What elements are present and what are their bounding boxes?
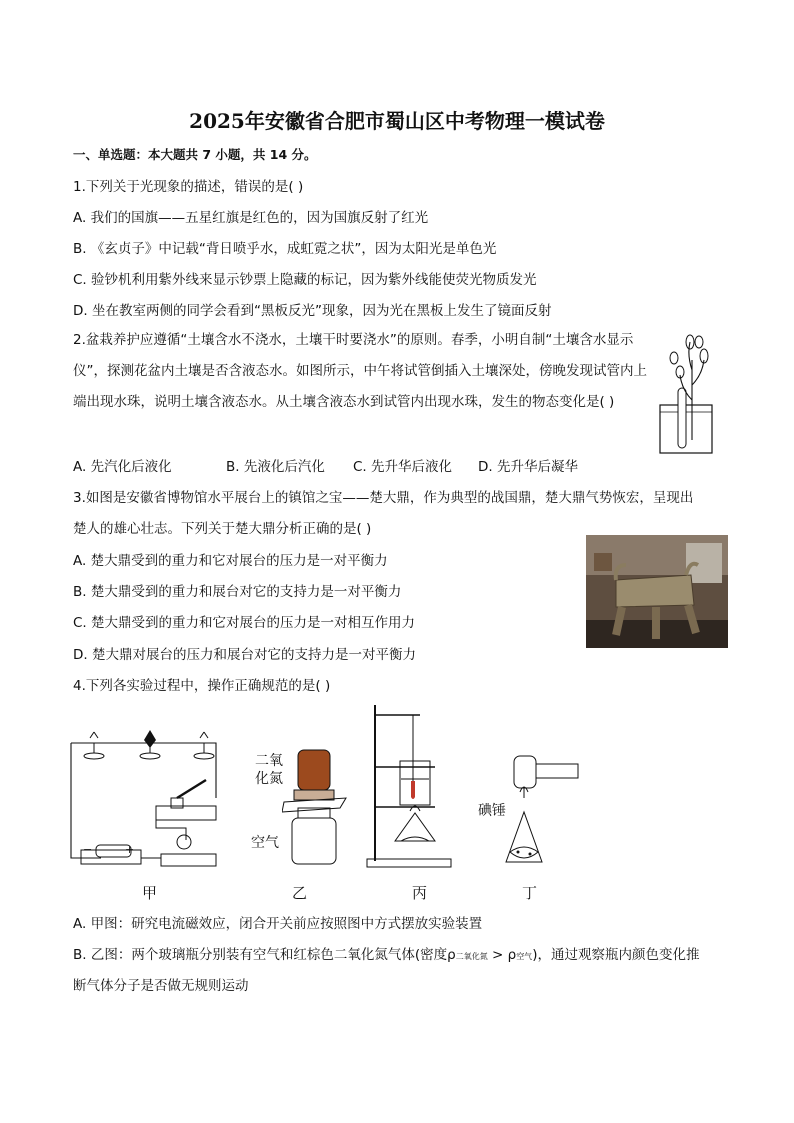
air-label: 空气 [251, 835, 279, 851]
caption-jia: 甲 [142, 884, 158, 902]
q4-option-b-part1: B. 乙图：两个玻璃瓶分别装有空气和红棕色二氧化氮气体(密度 [73, 947, 448, 963]
plant-pot-figure [652, 330, 720, 456]
no2-label-line1: 二氧 [255, 753, 283, 769]
figure-ding-iodine [496, 752, 582, 872]
q2-option-c: C. 先升华后液化 [353, 459, 453, 475]
section-heading: 一、单选题：本大题共 7 小题，共 14 分。 [73, 147, 317, 162]
figure-yi-bottles [282, 748, 348, 866]
page-title: 2025年安徽省合肥市蜀山区中考物理一模试卷 [189, 109, 605, 133]
sub-no2: 二氧化氮 [455, 952, 488, 961]
q3-option-d: D. 楚大鼎对展台的压力和展台对它的支持力是一对平衡力 [73, 647, 416, 663]
q1-option-b: B. 《玄贞子》中记载“背日喷乎水，成虹霓之状”，因为太阳光是单色光 [73, 241, 497, 257]
plus-label: + [125, 843, 135, 856]
q3-option-c: C. 楚大鼎受到的重力和它对展台的压力是一对相互作用力 [73, 615, 416, 631]
rho-symbol-2: ρ [507, 947, 517, 963]
q3-stem-line2: 楚人的雄心壮志。下列关于楚大鼎分析正确的是( ) [73, 521, 372, 537]
rho-symbol-1: ρ [447, 947, 456, 963]
gt-symbol: > [487, 947, 508, 963]
caption-ding: 丁 [522, 884, 538, 902]
chu-ding-photo [586, 535, 728, 648]
iodine-label: 碘锤 [478, 803, 506, 819]
caption-yi: 乙 [292, 884, 308, 902]
no2-label-line2: 化氮 [255, 771, 283, 787]
q1-option-c: C. 验钞机利用紫外线来显示钞票上隐藏的标记，因为紫外线能使荧光物质发光 [73, 272, 537, 288]
q2-stem: 2.盆栽养护应遵循“土壤含水不浇水，土壤干时要浇水”的原则。春季，小明自制“土壤含水显示仪”，探测花盆内土壤是否含液态水。如图所示，中午将试管倒插入土壤深处，傍晚发现试管内上端出现水珠，说明土壤含液态水。从土壤含液态水到试管内出现水珠，发生的物态变化是( ) [73, 332, 647, 410]
q4-option-a: A. 甲图：研究电流磁效应，闭合开关前应按照图中方式摆放实验装置 [73, 916, 483, 932]
q1-stem: 1.下列关于光现象的描述，错误的是( ) [73, 179, 304, 195]
q4-option-b [73, 946, 699, 966]
q1-option-a: A. 我们的国旗——五星红旗是红色的，因为国旗反射了红光 [73, 210, 429, 226]
q2-option-b: B. 先液化后汽化 [226, 459, 325, 475]
q2-option-d: D. 先升华后凝华 [478, 459, 578, 475]
sub-air: 空气 [516, 952, 533, 961]
q4-option-b-line2: 断气体分子是否做无规则运动 [73, 978, 249, 994]
q4-option-b-part2: )，通过观察瓶内颜色变化推 [532, 947, 700, 963]
q3-stem-line1: 3.如图是安徽省博物馆水平展台上的镇馆之宝——楚大鼎，作为典型的战国鼎，楚大鼎气势恢宏，呈现出 [73, 490, 694, 506]
caption-bing: 丙 [412, 884, 428, 902]
q3-option-a: A. 楚大鼎受到的重力和它对展台的压力是一对平衡力 [73, 553, 388, 569]
q2-option-a: A. 先汽化后液化 [73, 459, 172, 475]
q1-option-d: D. 坐在教室两侧的同学会看到“黑板反光”现象，因为光在黑板上发生了镜面反射 [73, 303, 552, 319]
minus-label: − [83, 843, 93, 856]
q3-option-b: B. 楚大鼎受到的重力和展台对它的支持力是一对平衡力 [73, 584, 402, 600]
figure-bing-stand [365, 701, 455, 869]
q4-stem: 4.下列各实验过程中，操作正确规范的是( ) [73, 678, 331, 694]
